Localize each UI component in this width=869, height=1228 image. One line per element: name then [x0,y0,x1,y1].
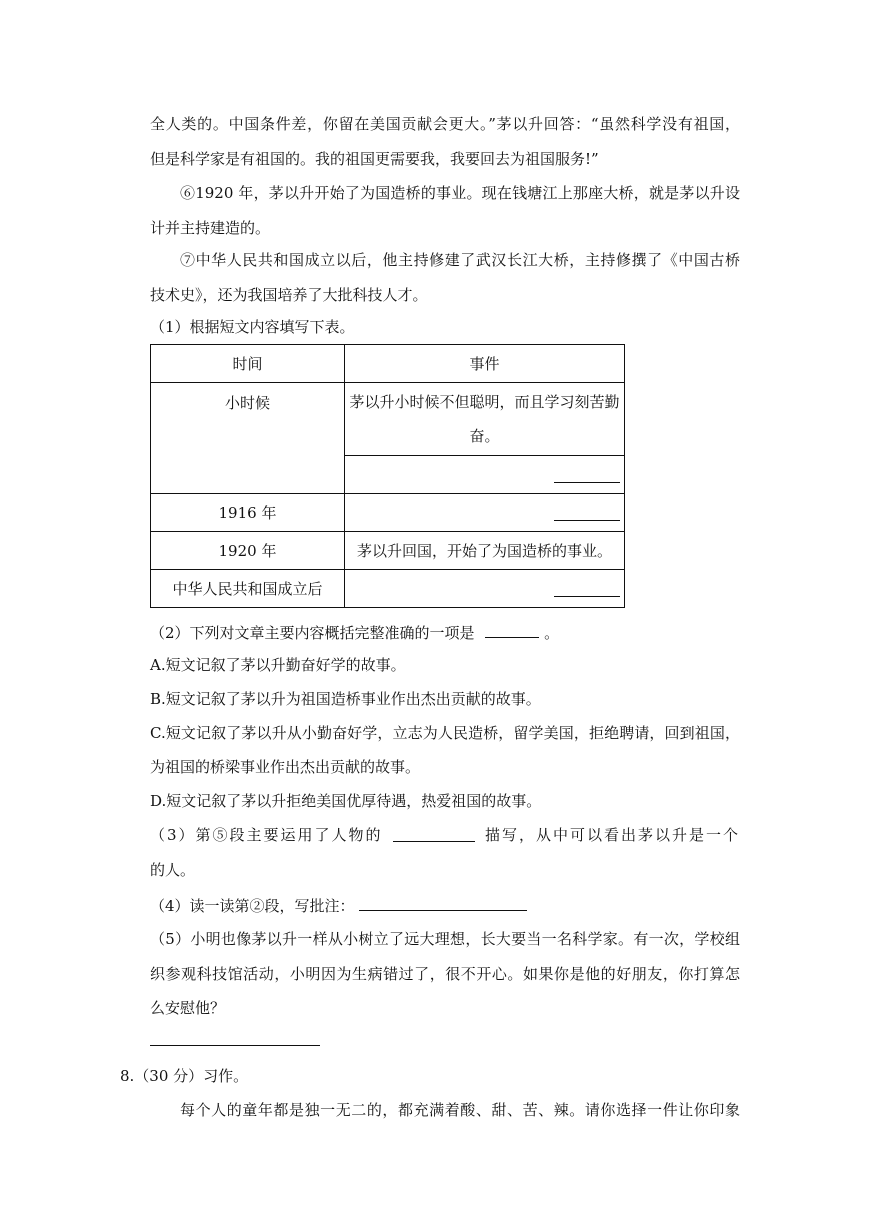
paragraph-7-line-2: 技术史》，还为我国培养了大批科技人才。 [150,286,428,304]
paragraph-5-line-2: 但是科学家是有祖国的。我的祖国更需要我，我要回去为祖国服务!” [150,150,599,168]
option-c-line-2: 为祖国的桥梁事业作出杰出贡献的故事。 [150,758,421,776]
question-3-text-a: （3）第⑤段主要运用了人物的 [150,826,383,844]
event-answer-cell[interactable] [345,494,625,532]
header-time: 时间 [151,345,345,383]
question-3 [150,825,740,845]
event-cell: 茅以升回国，开始了为国造桥的事业。 [345,532,625,570]
paragraph-7-line-1: ⑦中华人民共和国成立以后，他主持修建了武汉长江大桥，主持修撰了《中国古桥 [180,251,740,269]
question-2 [150,621,740,643]
table-row [151,494,625,532]
answer-blank[interactable] [554,596,620,597]
question-3-line-2: 的人。 [150,861,196,879]
option-b: B.短文记叙了茅以升为祖国造桥事业作出杰出贡献的故事。 [150,690,541,708]
event-text-line-1: 茅以升小时候不但聪明，而且学习刻苦勤 [349,393,620,411]
question-5-line-1: （5）小明也像茅以升一样从小树立了远大理想，长大要当一名科学家。有一次，学校组 [150,930,740,948]
event-cell [345,383,625,456]
paragraph-5-line-1: 全人类的。中国条件差，你留在美国贡献会更大。”茅以升回答：“虽然科学没有祖国， [150,115,740,133]
question-2-text: （2）下列对文章主要内容概括完整准确的一项是 [150,624,475,642]
paragraph-6-line-2: 计并主持建造的。 [150,219,271,237]
table-header-row [151,345,625,383]
question-4 [150,894,740,916]
question-4-text: （4）读一读第②段，写批注： [150,897,355,915]
time-cell: 中华人民共和国成立后 [151,570,345,608]
question-3-text-b: 描写，从中可以看出茅以升是一个 [484,826,740,844]
option-c-line-1: C.短文记叙了茅以升从小勤奋好学，立志为人民造桥，留学美国，拒绝聘请，回到祖国， [150,724,740,742]
event-answer-cell[interactable] [345,456,625,494]
time-cell: 1916 年 [151,494,345,532]
question-1: （1）根据短文内容填写下表。 [150,318,355,336]
question-2-blank[interactable] [485,621,539,638]
answer-blank[interactable] [554,520,620,521]
paragraph-6-line-1: ⑥1920 年，茅以升开始了为国造桥的事业。现在钱塘江上那座大桥，就是茅以升设 [180,184,740,202]
question-5-line-2: 织参观科技馆活动，小明因为生病错过了，很不开心。如果你是他的好朋友，你打算怎 [150,965,740,983]
question-2-end: 。 [544,624,560,642]
time-cell: 1920 年 [151,532,345,570]
option-a: A.短文记叙了茅以升勤奋好学的故事。 [150,656,406,674]
question-5-answer-line[interactable] [150,1045,320,1046]
option-d: D.短文记叙了茅以升拒绝美国优厚待遇，热爱祖国的故事。 [150,792,542,810]
table-row [151,570,625,608]
table-row [151,383,625,456]
event-text-line-2: 奋。 [469,427,500,445]
question-8-text: 每个人的童年都是独一无二的，都充满着酸、甜、苦、辣。请你选择一件让你印象 [180,1101,740,1119]
table-row [151,532,625,570]
question-5-line-3: 么安慰他？ [150,999,226,1017]
event-answer-cell[interactable] [345,570,625,608]
question-3-blank[interactable] [393,825,475,842]
question-8: 8.（30 分）习作。 [120,1067,249,1085]
question-4-blank[interactable] [359,894,527,911]
events-table [150,344,625,608]
header-event: 事件 [345,345,625,383]
answer-blank[interactable] [554,482,620,483]
time-cell: 小时候 [151,383,345,494]
